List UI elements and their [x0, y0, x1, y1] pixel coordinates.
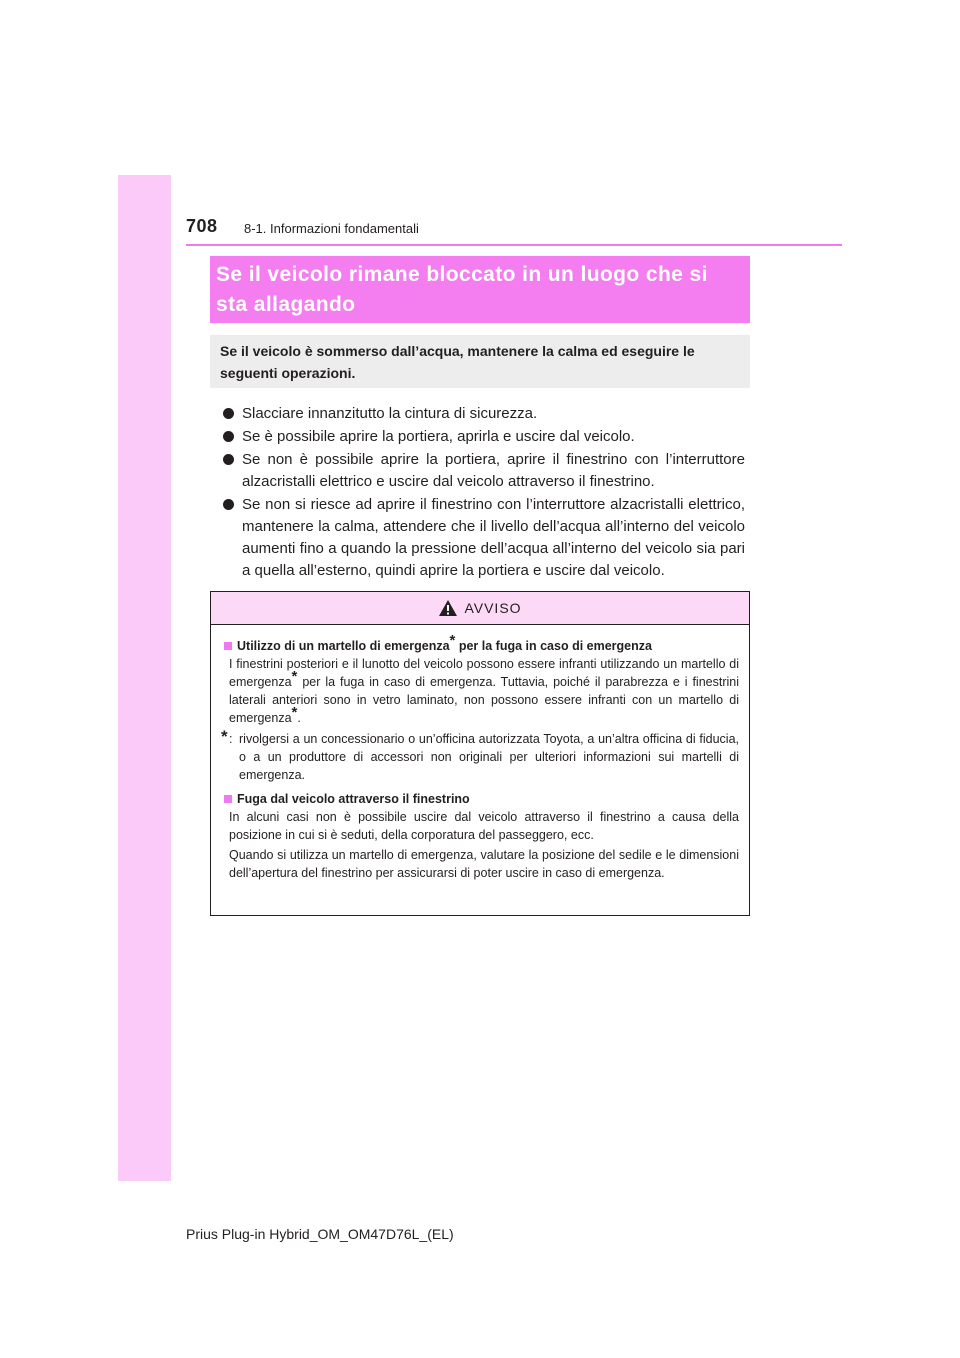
intro-line1: Se il veicolo è sommerso dall’acqua, mantenere la calma ed eseguire le: [220, 343, 695, 359]
list-item: Se non è possibile aprire la portiera, aprire il finestrino con l’interruttore alzacristalli elettrico e uscire dal veicolo attraverso il finestrino.: [222, 449, 745, 493]
section-title-banner: [210, 256, 750, 323]
footnote: [221, 727, 739, 784]
section-title-line1: Se il veicolo rimane bloccato in un luogo che si: [216, 263, 708, 286]
intro-box: [210, 335, 750, 388]
warning-box: [210, 591, 750, 916]
footnote-star: *: [291, 667, 298, 685]
warning-subheading: Utilizzo di un martello di emergenza* per la fuga in caso di emergenza: [221, 637, 739, 655]
square-bullet-icon: [224, 642, 232, 650]
section-title-line2: sta allagando: [216, 293, 356, 316]
bullet-dot-icon: [223, 454, 234, 465]
warning-subheading: Fuga dal veicolo attraverso il finestrino: [221, 790, 739, 808]
footnote-star: *: [449, 631, 456, 649]
list-item: Se non si riesce ad aprire il finestrino con l’interruttore alzacristalli elettrico, mantenere la calma, attendere che il livello dell’acqua all’interno del veicolo aumenti fino a quando la pressione dell’acqua all’interno del veicolo sia pari a quella all’esterno, quindi aprire la portiera e uscire dal veicolo.: [222, 494, 745, 582]
warning-body: [211, 625, 749, 882]
bullet-dot-icon: [223, 408, 234, 419]
list-item: Se è possibile aprire la portiera, aprirla e uscire dal veicolo.: [222, 426, 745, 448]
warning-title: AVVISO: [464, 600, 522, 616]
footnote-text: rivolgersi a un concessionario o un’officina autorizzata Toyota, a un’altra officina di fiducia, o a un produttore di accessori non originali per ulteriori informazioni sui martelli di emergenza.: [239, 732, 739, 782]
footnote-star: *: [221, 727, 228, 746]
square-bullet-icon: [224, 795, 232, 803]
page-number: 708: [186, 216, 218, 236]
footnote-colon: :: [229, 732, 233, 746]
chapter-title: 8-1. Informazioni fondamentali: [244, 221, 419, 236]
warning-triangle-icon: [438, 599, 458, 617]
side-tab-strip: [118, 175, 171, 1181]
list-item: Slacciare innanzitutto la cintura di sicurezza.: [222, 403, 745, 425]
intro-line2: seguenti operazioni.: [220, 365, 356, 381]
bullet-dot-icon: [223, 431, 234, 442]
bullet-dot-icon: [223, 499, 234, 510]
footnote-star: *: [291, 703, 298, 721]
warning-paragraph: Quando si utilizza un martello di emergenza, valutare la posizione del sedile e le dimensioni dell’apertura del finestrino per assicurarsi di poter uscire in caso di emergenza.: [229, 848, 739, 880]
instruction-list: [222, 403, 745, 583]
warning-paragraph: I finestrini posteriori e il lunotto del veicolo possono essere infranti utilizzando un martello di emergenza* per la fuga in caso di emergenza. Tuttavia, poiché il parabrezza e i finestrini laterali anteriori sono in vetro laminato, non possono essere infranti con un martello di emergenza*.: [229, 657, 739, 725]
footer-text: Prius Plug-in Hybrid_OM_OM47D76L_(EL): [186, 1226, 454, 1242]
warning-header: [211, 592, 749, 625]
warning-paragraph: In alcuni casi non è possibile uscire dal veicolo attraverso il finestrino a causa della posizione in cui si è seduti, della corporatura del passeggero, ecc.: [229, 810, 739, 842]
header-divider: [186, 244, 842, 246]
